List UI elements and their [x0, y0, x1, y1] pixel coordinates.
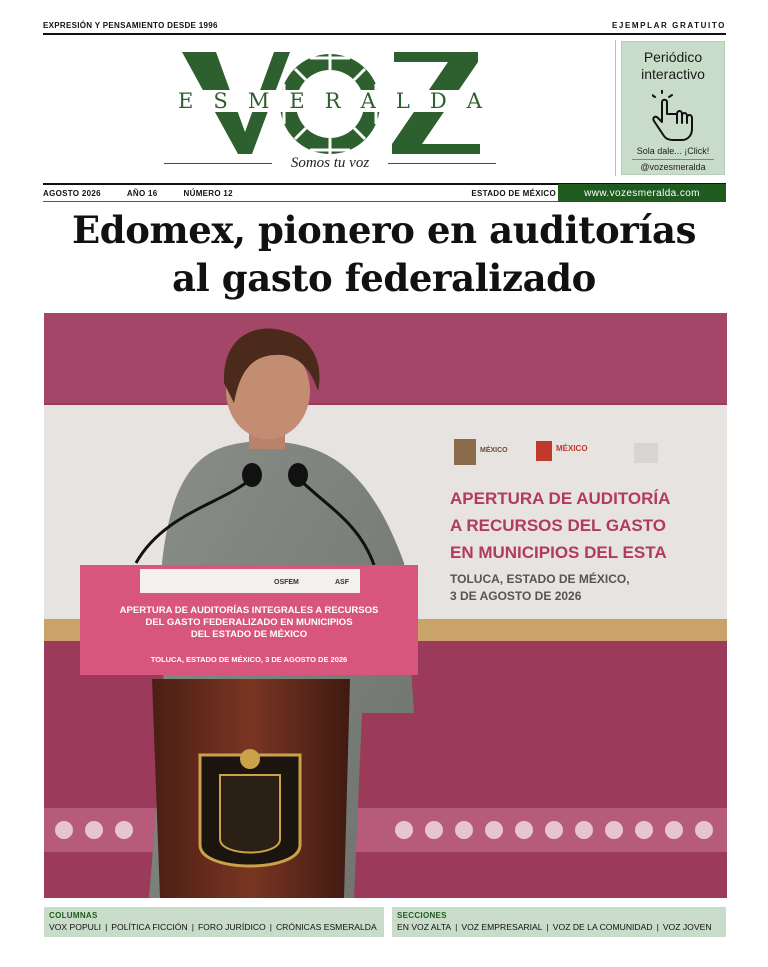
podium-line-2: DEL GASTO FEDERALIZADO EN MUNICIPIOS: [145, 617, 353, 628]
podium-place: TOLUCA, ESTADO DE MÉXICO, 3 DE AGOSTO DE 2026: [150, 655, 348, 664]
backdrop-logo-edomex: MÉXICO: [480, 447, 508, 454]
section-item[interactable]: EN VOZ ALTA: [397, 922, 452, 932]
column-item[interactable]: FORO JURÍDICO: [197, 922, 266, 932]
columns-section: [44, 907, 384, 937]
interactive-newspaper-box[interactable]: [621, 41, 725, 175]
section-item[interactable]: VOZ JOVEN: [662, 922, 712, 932]
top-bar: [43, 18, 726, 32]
esmeralda-letter: E: [289, 89, 307, 113]
tap-hand-icon: [652, 90, 696, 142]
esmeralda-letter: A: [466, 89, 484, 113]
issue-year: AÑO 16: [126, 188, 158, 198]
section-item[interactable]: VOZ EMPRESARIAL: [461, 922, 543, 932]
esmeralda-letter: R: [324, 89, 343, 113]
separator: |: [656, 922, 659, 932]
backdrop-line-1: APERTURA DE AUDITORÍA: [450, 489, 671, 508]
podium-title: [80, 605, 418, 641]
column-item[interactable]: CRÓNICAS ESMERALDA: [275, 922, 377, 932]
headline-line-1: Edomex, pionero en auditorías: [71, 208, 696, 252]
tagline-rule-right: [388, 163, 496, 164]
podium-line-1: APERTURA DE AUDITORÍAS INTEGRALES A RECURSOS: [119, 605, 379, 616]
columns-list: [49, 922, 379, 932]
sections-section: [392, 907, 726, 937]
backdrop-logo-mexico: MÉXICO: [556, 444, 588, 453]
headline-line-2: al gasto federalizado: [172, 256, 596, 300]
issue-state: ESTADO DE MÉXICO: [471, 188, 556, 198]
esmeralda-letter: L: [395, 89, 412, 113]
section-item[interactable]: VOZ DE LA COMUNIDAD: [552, 922, 653, 932]
backdrop-place-1: TOLUCA, ESTADO DE MÉXICO,: [450, 572, 630, 586]
interactive-separator: [632, 159, 714, 160]
top-rule: [43, 33, 726, 35]
separator: |: [105, 922, 108, 932]
issue-number: NÚMERO 12: [183, 188, 233, 198]
backdrop-line-3: EN MUNICIPIOS DEL ESTA: [450, 543, 667, 562]
issue-bottom-rule: [43, 201, 558, 202]
main-headline[interactable]: [30, 206, 738, 302]
social-handle: @vozesmeralda: [640, 162, 706, 172]
interactive-title: Periódico interactivo: [641, 49, 705, 82]
esmeralda-text: [178, 89, 484, 113]
tagline: Somos tu voz: [290, 155, 370, 171]
backdrop-place-2: 3 DE AGOSTO DE 2026: [450, 589, 582, 603]
separator: |: [269, 922, 272, 932]
separator: |: [191, 922, 194, 932]
issue-date: AGOSTO 2026: [43, 188, 101, 198]
free-copy-text: EJEMPLAR GRATUITO: [611, 20, 726, 30]
separator: |: [546, 922, 549, 932]
column-item[interactable]: VOX POPULI: [49, 922, 102, 932]
sections-heading: SECCIONES: [397, 911, 447, 920]
backdrop-line-2: A RECURSOS DEL GASTO: [450, 516, 666, 535]
column-item[interactable]: POLÍTICA FICCIÓN: [111, 922, 188, 932]
esmeralda-letter: M: [247, 89, 272, 113]
esmeralda-letter: E: [178, 89, 196, 113]
esmeralda-wordmark: [174, 90, 488, 112]
podium-logo-osfem: OSFEM: [274, 579, 299, 586]
podium-line-3: DEL ESTADO DE MÉXICO: [190, 629, 308, 640]
separator: |: [455, 922, 458, 932]
sections-list: [397, 922, 721, 932]
esmeralda-letter: D: [429, 89, 449, 113]
esmeralda-letter: S: [213, 89, 230, 113]
cover-photo[interactable]: [44, 313, 727, 898]
columns-heading: COLUMNAS: [49, 911, 98, 920]
issue-bar: [43, 186, 558, 200]
slogan-text: EXPRESIÓN Y PENSAMIENTO DESDE 1996: [43, 20, 218, 30]
website-link[interactable]: www.vozesmeralda.com: [558, 184, 726, 202]
esmeralda-letter: A: [360, 89, 378, 113]
podium-logo-asf: ASF: [335, 579, 349, 586]
click-cta: Sola dale... ¡Click!: [636, 146, 710, 156]
masthead-logo[interactable]: [160, 44, 500, 174]
masthead-divider: [615, 40, 616, 176]
